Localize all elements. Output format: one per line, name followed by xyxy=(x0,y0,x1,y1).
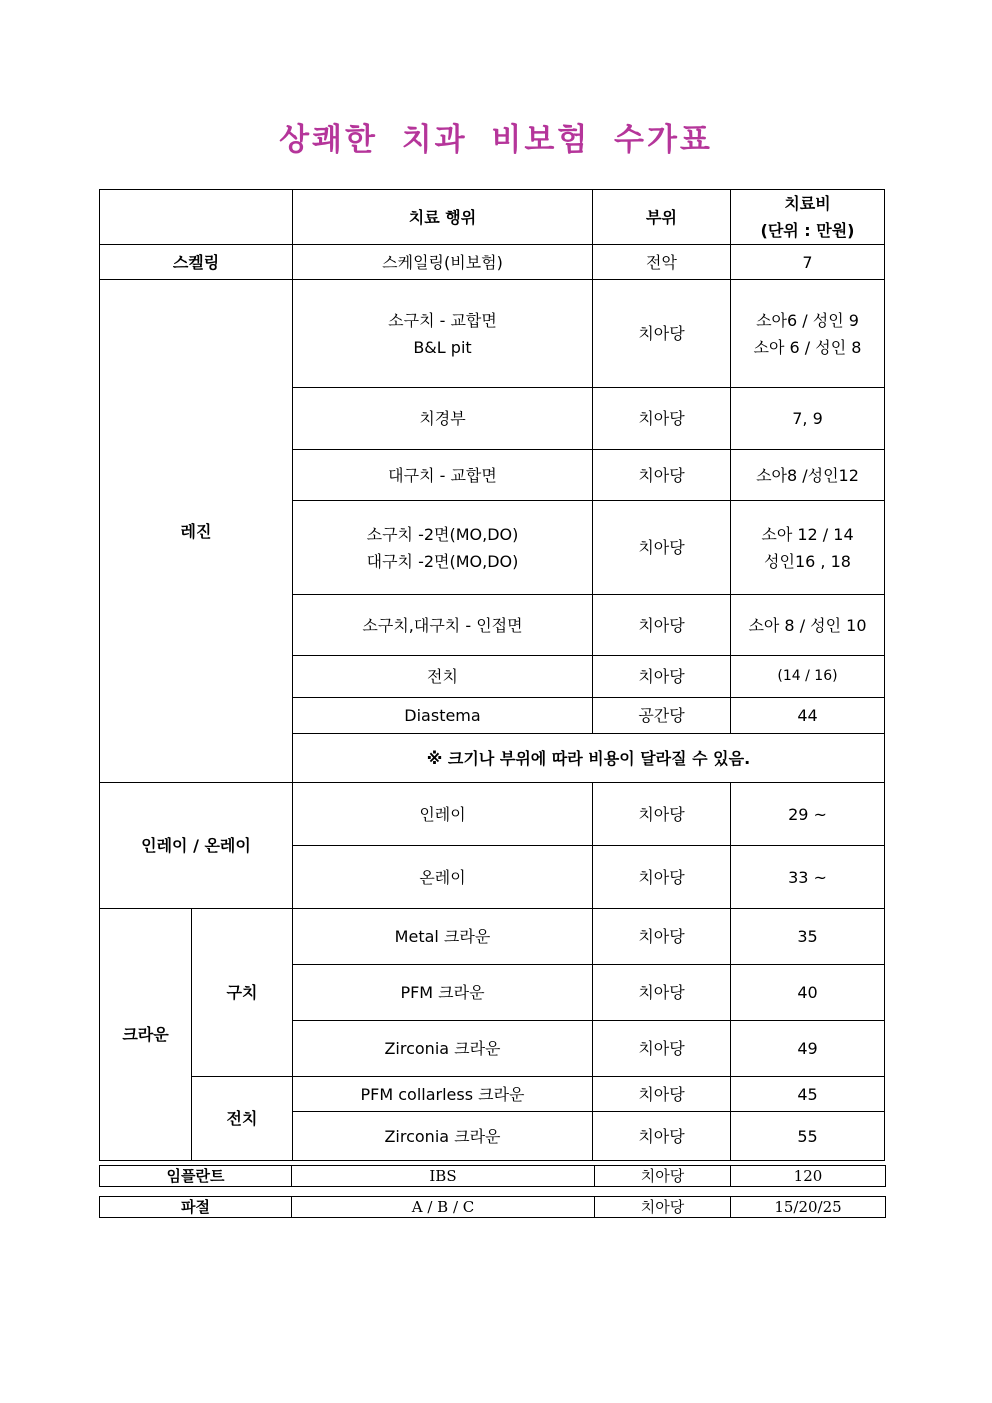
resin-note: ※ 크기나 부위에 따라 비용이 달라질 수 있음. xyxy=(293,734,885,783)
fee-cell: 45 xyxy=(731,1077,885,1112)
category-resin: 레진 xyxy=(100,280,293,783)
procedure-cell: 전치 xyxy=(293,656,593,698)
fee-cell: 49 xyxy=(731,1021,885,1077)
fee-line: 소아6 / 성인 9 xyxy=(756,310,859,330)
unit-cell: 치아당 xyxy=(593,783,731,846)
header-unit: 부위 xyxy=(593,190,731,245)
unit-cell: 치아당 xyxy=(593,1021,731,1077)
header-fee xyxy=(731,190,885,245)
table-row xyxy=(100,1166,886,1187)
subcategory-anterior: 전치 xyxy=(192,1077,293,1161)
table-row xyxy=(100,909,885,965)
fee-cell: 7, 9 xyxy=(731,388,885,450)
fee-cell: 15/20/25 xyxy=(731,1197,886,1218)
unit-cell: 치아당 xyxy=(593,656,731,698)
procedure-cell: 소구치,대구치 - 인접면 xyxy=(293,595,593,656)
procedure-cell: Zirconia 크라운 xyxy=(293,1021,593,1077)
table-row xyxy=(100,1197,886,1218)
extraction-table xyxy=(99,1196,886,1218)
unit-cell: 치아당 xyxy=(593,1112,731,1161)
unit-cell: 치아당 xyxy=(593,965,731,1021)
fee-cell xyxy=(731,501,885,595)
procedure-cell: 치경부 xyxy=(293,388,593,450)
implant-table xyxy=(99,1165,886,1187)
fee-cell: 소아8 /성인12 xyxy=(731,450,885,501)
fee-cell: (14 / 16) xyxy=(731,656,885,698)
procedure-cell: Diastema xyxy=(293,698,593,734)
fee-cell: 29 ~ xyxy=(731,783,885,846)
procedure-cell: 스케일링(비보험) xyxy=(293,245,593,280)
unit-cell: 치아당 xyxy=(593,501,731,595)
page-title: 상쾌한 치과 비보험 수가표 xyxy=(279,122,713,158)
unit-cell: 치아당 xyxy=(593,450,731,501)
procedure-line: 대구치 -2면(MO,DO) xyxy=(366,551,519,571)
fee-cell: 120 xyxy=(731,1166,886,1187)
subcategory-posterior: 구치 xyxy=(192,909,293,1077)
procedure-cell: A / B / C xyxy=(292,1197,595,1218)
unit-cell: 치아당 xyxy=(593,595,731,656)
procedure-cell xyxy=(293,280,593,388)
procedure-line: 소구치 -2면(MO,DO) xyxy=(366,524,519,544)
header-fee-line2: (단위 : 만원) xyxy=(760,221,855,240)
table-row xyxy=(100,245,885,280)
unit-cell: 치아당 xyxy=(593,846,731,909)
procedure-cell: Metal 크라운 xyxy=(293,909,593,965)
fee-cell: 35 xyxy=(731,909,885,965)
fee-cell: 33 ~ xyxy=(731,846,885,909)
table-row xyxy=(100,783,885,846)
category-scaling: 스켈링 xyxy=(100,245,293,280)
fee-line: 소아 6 / 성인 8 xyxy=(753,337,862,357)
fee-line: 소아 12 / 14 xyxy=(761,524,854,544)
unit-cell: 치아당 xyxy=(593,1077,731,1112)
category-implant: 임플란트 xyxy=(100,1166,292,1187)
unit-cell: 치아당 xyxy=(595,1197,731,1218)
procedure-line: B&L pit xyxy=(413,337,472,357)
procedure-cell: 인레이 xyxy=(293,783,593,846)
header-row xyxy=(100,190,885,245)
fee-cell: 40 xyxy=(731,965,885,1021)
unit-cell: 치아당 xyxy=(595,1166,731,1187)
category-extraction: 파절 xyxy=(100,1197,292,1218)
procedure-cell: 온레이 xyxy=(293,846,593,909)
fee-cell: 55 xyxy=(731,1112,885,1161)
fee-cell: 44 xyxy=(731,698,885,734)
fee-cell: 7 xyxy=(731,245,885,280)
header-procedure: 치료 행위 xyxy=(293,190,593,245)
fee-line: 성인16 , 18 xyxy=(764,551,851,571)
procedure-cell: Zirconia 크라운 xyxy=(293,1112,593,1161)
procedure-cell: 대구치 - 교합면 xyxy=(293,450,593,501)
unit-cell: 치아당 xyxy=(593,388,731,450)
table-row xyxy=(100,280,885,388)
unit-cell: 치아당 xyxy=(593,909,731,965)
category-crown: 크라운 xyxy=(100,909,192,1161)
procedure-line: 소구치 - 교합면 xyxy=(388,310,497,330)
header-fee-line1: 치료비 xyxy=(784,194,831,213)
unit-cell: 치아당 xyxy=(593,280,731,388)
unit-cell: 전악 xyxy=(593,245,731,280)
procedure-cell xyxy=(293,501,593,595)
procedure-cell: PFM 크라운 xyxy=(293,965,593,1021)
category-inlay-onlay: 인레이 / 온레이 xyxy=(100,783,293,909)
fee-table xyxy=(99,189,885,1161)
header-empty-cell xyxy=(100,190,293,245)
unit-cell: 공간당 xyxy=(593,698,731,734)
fee-cell: 소아 8 / 성인 10 xyxy=(731,595,885,656)
procedure-cell: PFM collarless 크라운 xyxy=(293,1077,593,1112)
fee-cell xyxy=(731,280,885,388)
table-row xyxy=(100,1077,885,1112)
procedure-cell: IBS xyxy=(292,1166,595,1187)
